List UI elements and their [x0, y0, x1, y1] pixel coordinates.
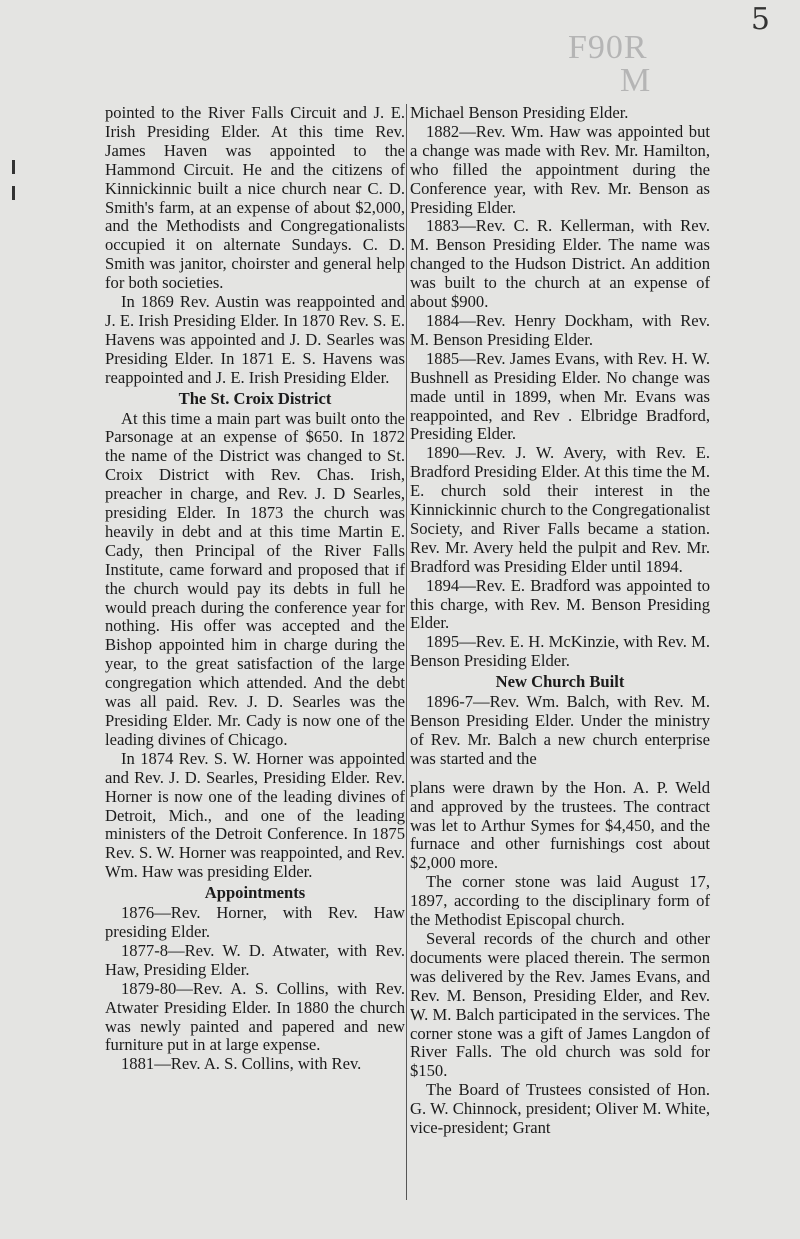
paragraph: 1894—Rev. E. Bradford was appointed to this charge, with Rev. M. Benson Presiding Elder. [410, 575, 710, 633]
paragraph: 1876—Rev. Horner, with Rev. Haw presiding Elder. [105, 903, 405, 941]
section-heading: The St. Croix District [178, 388, 332, 408]
right-column [410, 104, 710, 1138]
paragraph: 1879-80—Rev. A. S. Collins, with Rev. Atwater Presiding Elder. In 1880 the church was newly painted and papered and new furniture put in at large expense. [105, 978, 405, 1055]
paragraph: In 1874 Rev. S. W. Horner was appointed and Rev. J. D. Searles, Presiding Elder. Rev. Horner is now one of the leading divines of Detroit, Mich., and one of the leading ministers of the Detroit Conference. In 1875 Rev. S. W. Horner was reappointed, and Rev. Wm. Haw was presiding Elder. [105, 748, 405, 882]
column-divider [406, 104, 407, 1200]
left-column [105, 104, 405, 1074]
paragraph: 1881—Rev. A. S. Collins, with Rev. [121, 1054, 362, 1074]
paragraph: 1877-8—Rev. W. D. Atwater, with Rev. Haw, Presiding Elder. [105, 940, 405, 979]
margin-mark [12, 186, 15, 200]
paragraph: 1895—Rev. E. H. McKinzie, with Rev. M. Benson Presiding Elder. [410, 632, 710, 671]
paragraph: The corner stone was laid August 17, 1897, according to the disciplinary form of the Methodist Episcopal church. [410, 872, 710, 930]
paragraph: plans were drawn by the Hon. A. P. Weld and approved by the trustees. The contract was let to Arthur Symes for $4,450, and the furnace and other furnishings cost about $2,000 more. [410, 777, 710, 873]
paragraph: 1890—Rev. J. W. Avery, with Rev. E. Bradford Presiding Elder. At this time the M. E. church sold their interest in the Kinnickinnic church to the Congregationalist Society, and River Falls became a station. Rev. Mr. Avery held the pulpit and Rev. Mr. Bradford was Presiding Elder until 1894. [410, 443, 710, 576]
paragraph: 1883—Rev. C. R. Kellerman, with Rev. M. Benson Presiding Elder. The name was changed to the Hudson District. An addition was built to the church at an expense of about $900. [410, 216, 710, 312]
paragraph: In 1869 Rev. Austin was reappointed and J. E. Irish Presiding Elder. In 1870 Rev. S. E. Havens was appointed and J. D. Searles was Presiding Elder. In 1871 E. S. Havens was reappointed and J. E. Irish Presiding Elder. [105, 292, 405, 387]
paragraph: 1896-7—Rev. Wm. Balch, with Rev. M. Benson Presiding Elder. Under the ministry of Rev. Mr. Balch a new church enterprise was started and the [410, 692, 710, 768]
margin-mark [12, 160, 15, 174]
paragraph: 1885—Rev. James Evans, with Rev. H. W. Bushnell as Presiding Elder. No change was made until in 1899, when Mr. Evans was reappointed, and Rev . Elbridge Bradford, Presiding Elder. [410, 348, 710, 444]
paragraph: Several records of the church and other documents were placed therein. The sermon was delivered by the Rev. James Evans, and Rev. M. Benson, Presiding Elder, and Rev. W. M. Balch participated in the services. The corner stone was a gift of James Langdon of River Falls. The old church was sold for $150. [410, 928, 710, 1081]
section-heading: Appointments [204, 883, 306, 903]
pencil-note-second: M [620, 62, 651, 99]
paragraph: pointed to the River Falls Circuit and J. E. Irish Presiding Elder. At this time Rev. James Haven was appointed to the Hammond Circuit. He and the citizens of Kinnickinnic built a nice church near C. D. Smith's farm, at an expense of about $2,000, and the Methodists and Congregationalists occupied it on alternate Sundays. C. D. Smith was janitor, choirster and general help for both societies. [105, 103, 405, 293]
paragraph: 1884—Rev. Henry Dockham, with Rev. M. Benson Presiding Elder. [410, 310, 710, 349]
paragraph: The Board of Trustees consisted of Hon. G. W. Chinnock, president; Oliver M. White, vice-president; Grant [410, 1080, 710, 1138]
paragraph: At this time a main part was built onto the Parsonage at an expense of $650. In 1872 the name of the District was changed to St. Croix District with Rev. Chas. Irish, preacher in charge, and Rev. J. D Searles, presiding Elder. In 1873 the church was heavily in debt and at this time Martin E. Cady, then Principal of the River Falls Institute, came forward and proposed that if the church would pay its debts in full he would preach during the conference year for nothing. His offer was accepted and the Bishop appointed him in charge during the year, to the great satisfaction of the large congregation which attended. And the debt was all paid. Rev. J. D. Searles was the Presiding Elder. Mr. Cady is now one of the leading divines of Chicago. [105, 408, 405, 749]
page-number: 5 [750, 2, 770, 37]
pencil-note: F90R [568, 29, 648, 66]
paragraph: Michael Benson Presiding Elder. [410, 103, 629, 122]
section-heading: New Church Built [495, 672, 625, 692]
paragraph: 1882—Rev. Wm. Haw was appointed but a change was made with Rev. Mr. Hamilton, who filled the appointment during the Conference year, with Rev. Mr. Benson as Presiding Elder. [410, 121, 710, 217]
